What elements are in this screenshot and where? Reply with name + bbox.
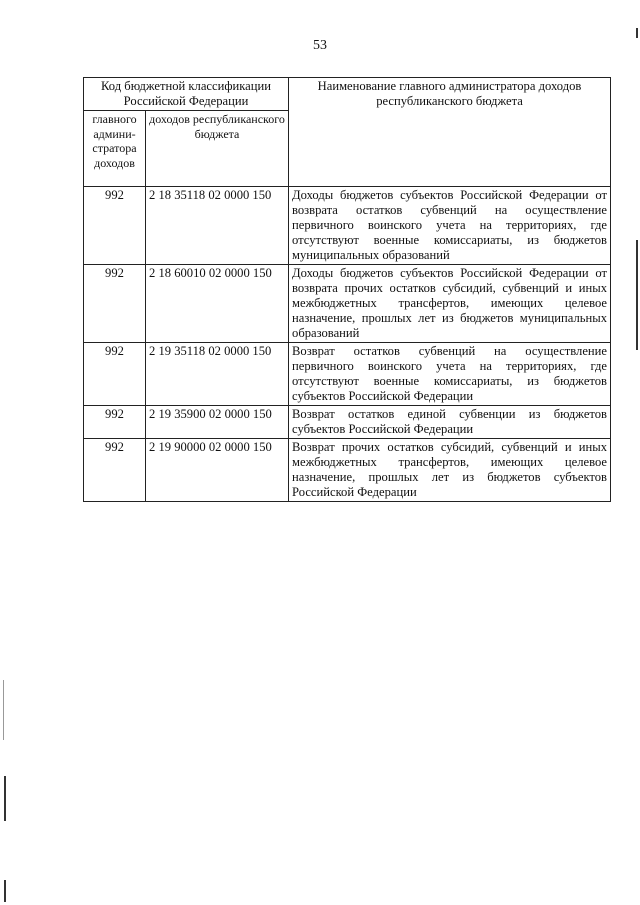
table-row bbox=[84, 406, 611, 439]
income-code-cell: 2 18 35118 02 0000 150 bbox=[146, 187, 289, 265]
income-name-cell: Доходы бюджетов субъектов Российской Федерации от возврата прочих остатков субсидий, субвенций и иных межбюджетных трансфертов, имеющих целевое назначение, прошлых лет из бюджетов муниципальных образований bbox=[289, 265, 611, 343]
scan-edge-mark bbox=[4, 776, 6, 821]
header-republican-income: доходов республиканского бюджета bbox=[146, 111, 289, 187]
header-main-administrator: главного админи-стратора доходов bbox=[84, 111, 146, 187]
admin-code-cell: 992 bbox=[84, 265, 146, 343]
scan-edge-mark bbox=[4, 880, 6, 902]
income-name-cell: Доходы бюджетов субъектов Российской Федерации от возврата остатков субвенций на осуществление первичного воинского учета на территориях, где отсутствуют военные комиссариаты, из бюджетов муниципальных образований bbox=[289, 187, 611, 265]
income-name-cell: Возврат остатков единой субвенции из бюджетов субъектов Российской Федерации bbox=[289, 406, 611, 439]
income-code-cell: 2 18 60010 02 0000 150 bbox=[146, 265, 289, 343]
scan-edge-mark bbox=[3, 680, 4, 740]
income-name-cell: Возврат остатков субвенций на осуществление первичного воинского учета на территориях, где отсутствуют военные комиссариаты, из бюджетов субъектов Российской Федерации bbox=[289, 343, 611, 406]
table-row bbox=[84, 343, 611, 406]
admin-code-cell: 992 bbox=[84, 439, 146, 502]
income-code-cell: 2 19 90000 02 0000 150 bbox=[146, 439, 289, 502]
table-row bbox=[84, 265, 611, 343]
admin-code-cell: 992 bbox=[84, 343, 146, 406]
income-name-cell: Возврат прочих остатков субсидий, субвенций и иных межбюджетных трансфертов, имеющих целевое назначение, прошлых лет из бюджетов субъектов Российской Федерации bbox=[289, 439, 611, 502]
header-budget-classification: Код бюджетной классификации Российской Федерации bbox=[84, 78, 289, 111]
header-administrator-name: Наименование главного администратора доходов республиканского бюджета bbox=[289, 78, 611, 187]
scan-edge-mark bbox=[636, 28, 638, 38]
scan-edge-mark bbox=[636, 240, 638, 350]
header-row-1 bbox=[84, 78, 611, 111]
income-code-cell: 2 19 35900 02 0000 150 bbox=[146, 406, 289, 439]
table-row bbox=[84, 439, 611, 502]
table-row bbox=[84, 187, 611, 265]
admin-code-cell: 992 bbox=[84, 187, 146, 265]
page-number: 53 bbox=[313, 38, 327, 53]
admin-code-cell: 992 bbox=[84, 406, 146, 439]
income-code-cell: 2 19 35118 02 0000 150 bbox=[146, 343, 289, 406]
budget-classification-table bbox=[83, 77, 611, 502]
